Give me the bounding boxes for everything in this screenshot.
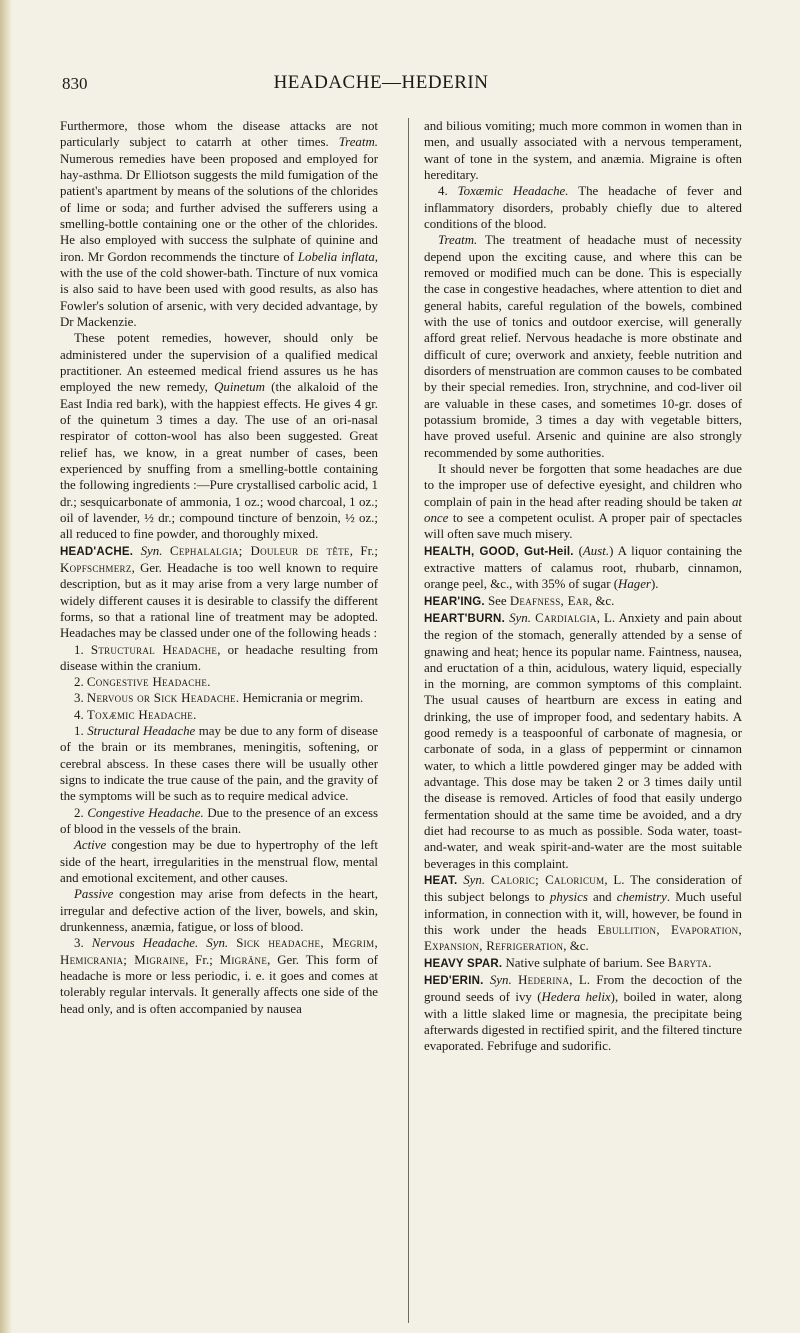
headword-heavy-spar: HEAVY SPAR. [424,957,503,970]
section-nervous: 3. Nervous Headache. Syn. Sick headache, Megrim, Hemicrania; Migraine, Fr.; Migräne, Ger. This form of headache is more or less periodic, i. e. it goes and comes at tolerably regular intervals. It generally affects one side of the head only, and is often accompanied by nausea [60,936,378,1016]
right-column [424,118,742,1055]
headword-heartburn: HEART'BURN. [424,612,505,625]
headword-hederin: HED'ERIN. [424,975,484,988]
section-active: Active congestion may be due to hypertrophy of the left side of the heart, irregularities in the menstrual flow, mental and emotional excitement, and other causes. [60,838,378,886]
left-column [60,118,378,1017]
paragraph-eyesight: It should never be forgotten that some headaches are due to the improper use of defective eyesight, and children who complain of pain in the head after reading should be taken at once to see a competent oculist. A proper pair of spectacles will often save much misery. [424,461,742,542]
section-toxaemic: 4. Toxæmic Headache. The headache of fever and inflammatory disorders, probably chiefly due to altered conditions of the blood. [424,184,742,231]
entry-heartburn: HEART'BURN. Syn. Cardialgia, L. Anxiety and pain about the region of the stomach, generally attended by a sense of gnawing and heat; hence its popular name. Faintness, nausea, and eructation of a thin, acidulous, watery liquid, especially in the morning, are common symptoms of this complaint. The usual causes of heartburn are excess in eating and drinking, the use of improper food, and sedentary habits. A good remedy is a teaspoonful of carbonate of magnesia, or carbonate of soda, in a glass of peppermint or cinnamon water, to which a little powdered ginger may be added with advantage. This dose may be taken 2 or 3 times daily until the disease is removed. Articles of food that easily undergo fermentation should at the same time be avoided, and a dry diet had recourse to as much as possible. Soda water, toast-and-water, and weak spirit-and-water are the most suitable beverages in this complaint. [424,610,742,871]
headword-hearing: HEAR'ING. [424,595,485,608]
list-item: 2. Congestive Headache. [74,675,211,690]
entry-health: HEALTH, GOOD, Gut-Heil. (Aust.) A liquor containing the extractive matters of calamus root, rhubarb, cinnamon, orange peel, &c., with 35% of sugar (Hager). [424,543,742,592]
running-head: HEADACHE—HEDERIN [273,72,489,93]
paragraph-treatment: Treatm. The treatment of headache must of necessity depend upon the exciting cause, and where this can be removed or modified much can be done. This is especially the case in congestive headaches, where attention to diet and general habits, careful regulation of the bowels, combined with the use of tonics and outdoor exercise, will generally afford great relief. Nervous headache is more obstinate and difficult of cure; overwork and anxiety, feeble nutrition and disorders of menstruation are common causes to be combated by their special remedies. Iron, strychnine, and cod-liver oil are valuable in these cases, and sometimes 10-gr. doses of potassium bromide, 3 times a day with vegetable bitters, have proved useful. Arsenic and quinine are also strongly recommended by some authorities. [424,233,742,460]
headword-heat: HEAT. [424,875,458,888]
entry-headache: HEAD'ACHE. Syn. Cephalalgia; Douleur de tête, Fr.; Kopfschmerz, Ger. Headache is too well known to require description, but as it may arise from a very large number of widely different causes it is desirable to classify the different forms, so that a rational line of treatment may be adopted. Headaches may be classed under one of the following heads : [60,543,378,641]
page-header [62,70,760,100]
section-passive: Passive congestion may arise from defects in the heart, irregular and defective action of the liver, bowels, and skin, drunkenness, anæmia, fatigue, or loss of blood. [60,887,378,935]
list-item: 4. Toxæmic Headache. [74,707,197,722]
paragraph-continued: and bilious vomiting; much more common in women than in men, and usually associated with a nervous temperament, want of tone in the system, and anæmia. Migraine is often hereditary. [424,119,742,182]
section-structural: 1. Structural Headache may be due to any form of disease of the brain or its membranes, meningitis, softening, or cerebral abscess. In these cases there will be usually other signs to indicate the true cause of the pain, and the gravity of the symptoms will be such as to require medical advice. [60,724,378,804]
entry-hearing: HEAR'ING. See Deafness, Ear, &c. [424,593,615,608]
paragraph-hay-asthma: Furthermore, those whom the disease attacks are not particularly subject to catarrh at other times. Treatm. Numerous remedies have been proposed and employed for hay-asthma. Dr Elliotson suggests the mild fumigation of the patient's apartment by means of the solutions of the chlorides of lime or soda; and further advised the sufferers using a smelling-bottle containing one or the other of the chlorides. He also employed with success the sulphate of quinine and iron. Mr Gordon recommends the tincture of Lobelia inflata, with the use of the cold shower-bath. Tincture of nux vomica is also said to have been used with good results, as also has Fowler's solution of arsenic, with very decided advantage, by Dr Mackenzie. [60,119,379,329]
list-item: 3. Nervous or Sick Headache. Hemicrania or megrim. [74,691,364,706]
entry-heavy-spar: HEAVY SPAR. Native sulphate of barium. See Baryta. [424,955,712,970]
headword-health: HEALTH, GOOD, Gut-Heil. [424,545,574,558]
page-edge [0,0,12,1333]
page-number: 830 [62,74,88,93]
entry-heat: HEAT. Syn. Caloric; Caloricum, L. The consideration of this subject belongs to physics and chemistry. Much useful information, in connection with it, will, however, be found in this work under the heads Ebullition, Evaporation, Expansion, Refrigeration, &c. [424,873,742,954]
headword-headache: HEAD'ACHE. [60,545,134,558]
paragraph-remedies: These potent remedies, however, should only be administered under the supervision of a qualified medical practitioner. An esteemed medical friend assures us he has employed the new remedy, Quinetum (the alkaloid of the East India red bark), with the happiest effects. He gives 4 gr. of the quinetum 3 times a day. The use of an ori-nasal respirator of cotton-wool has also been suggested. Great relief has, we know, in a great number of cases, been experienced by snuffing from a smelling-bottle containing the following ingredients :—Pure crystallised carbolic acid, 1 dr.; sesquicarbonate of ammonia, 1 oz.; wood charcoal, 1 oz.; oil of lavender, ½ dr.; compound tincture of benzoin, ½ oz.; all reduced to fine powder, and thoroughly mixed. [60,331,378,542]
column-divider [408,118,409,1323]
entry-hederin: HED'ERIN. Syn. Hederina, L. From the decoction of the ground seeds of ivy (Hedera helix), boiled in water, along with a little slaked lime or magnesia, the precipitate being afterwards digested in rectified spirit, and the filtered tincture evaporated. Febrifuge and sudorific. [424,973,743,1054]
section-congestive: 2. Congestive Headache. Due to the presence of an excess of blood in the vessels of the brain. [60,805,379,837]
list-item: 1. Structural Headache, or headache resulting from disease within the cranium. [60,642,379,673]
